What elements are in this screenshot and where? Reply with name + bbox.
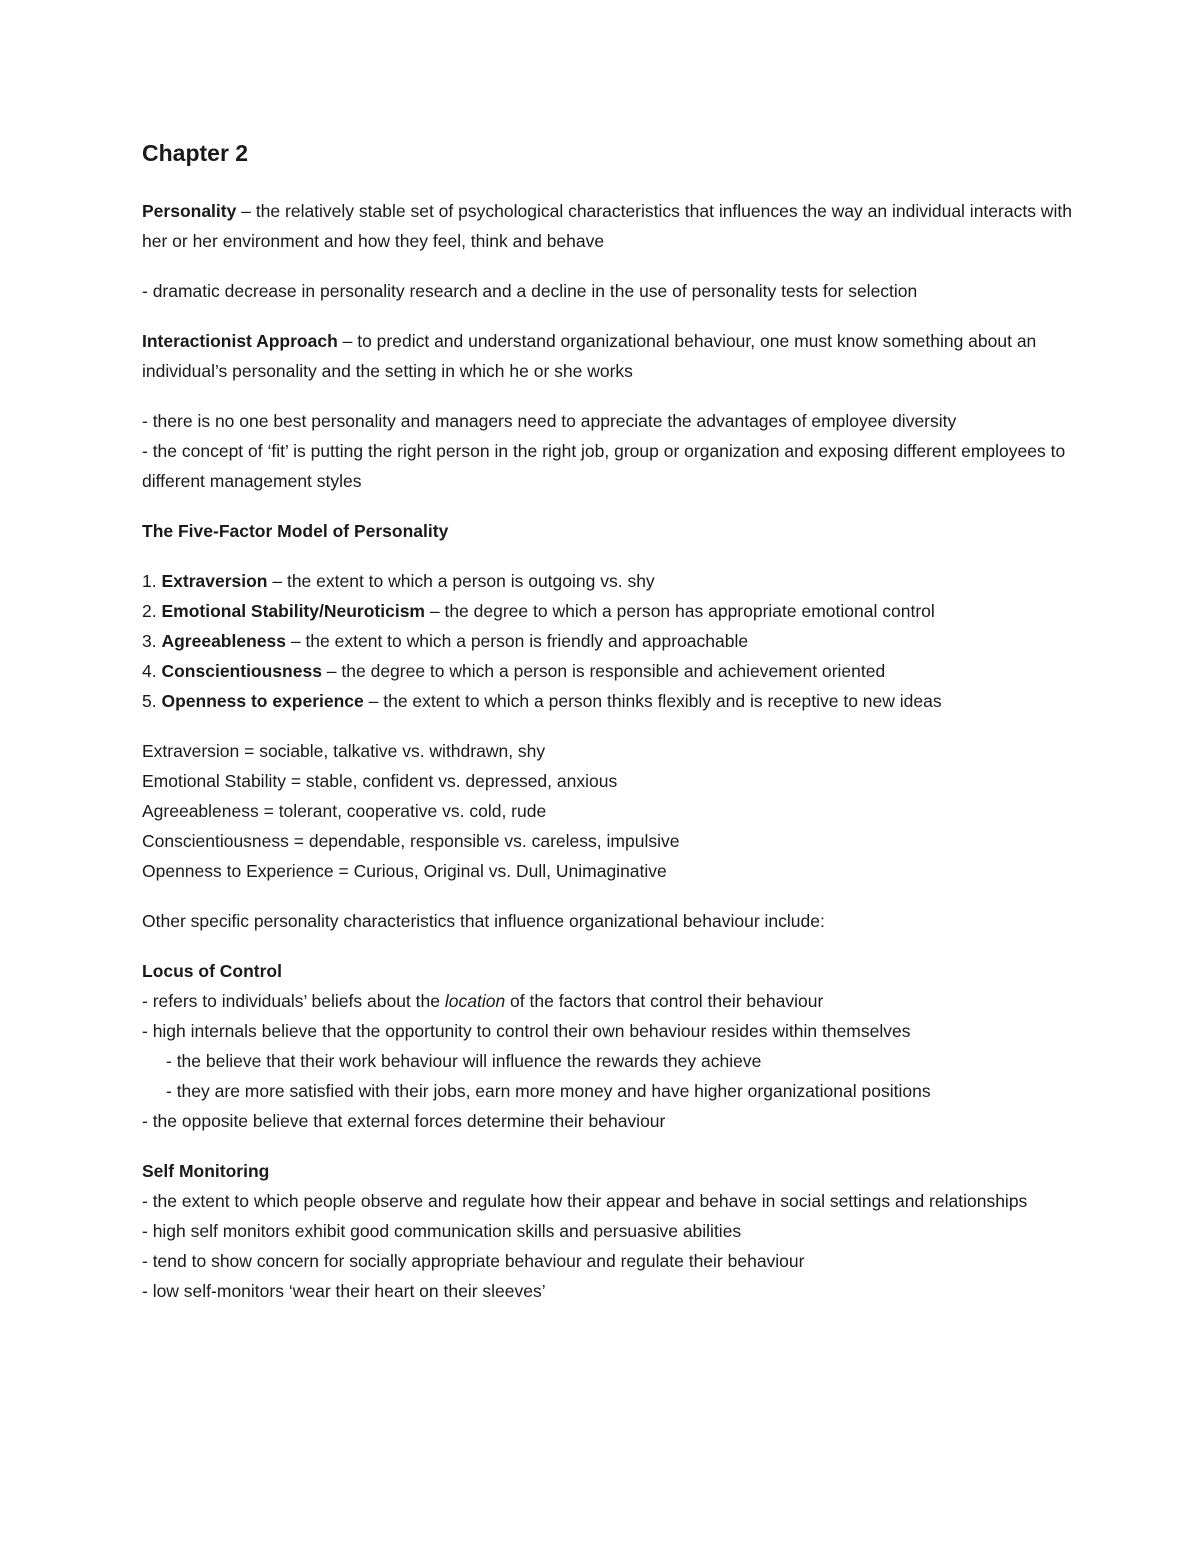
self-monitoring-heading: Self Monitoring [142,1160,270,1181]
trait-line: Openness to Experience = Curious, Original vs. Dull, Unimaginative [142,860,667,881]
five-factor-heading [142,516,1082,546]
personality-note: - dramatic decrease in personality research and a decline in the use of personality tests for selection [142,280,918,301]
interactionist-note: - there is no one best personality and managers need to appreciate the advantages of employee diversity [142,410,957,431]
locus-line: - high internals believe that the opportunity to control their own behaviour resides within themselves [142,1020,911,1041]
list-item-desc: – the extent to which a person is friendly and approachable [285,630,749,651]
interactionist-term: Interactionist Approach [142,330,338,351]
list-item [142,656,1082,686]
list-item-number: 5. [142,690,162,711]
interactionist-note: - the concept of ‘fit’ is putting the right person in the right job, group or organization and exposing different employees to different management styles [142,440,1066,491]
locus-line-emphasis: location [444,990,506,1011]
list-item [142,596,1082,626]
interactionist-definition-text: – to predict and understand organizational behaviour, one must know something about an individual’s personality and the setting in which he or she works [142,330,1037,381]
list-item-desc: – the degree to which a person is responsible and achievement oriented [321,660,886,681]
list-item-number: 2. [142,600,162,621]
trait-line: Conscientiousness = dependable, responsible vs. careless, impulsive [142,830,680,851]
list-item-desc: – the extent to which a person thinks flexibly and is receptive to new ideas [363,690,942,711]
interactionist-definition [142,326,1082,386]
self-monitoring-line: - tend to show concern for socially appropriate behaviour and regulate their behaviour [142,1250,805,1271]
list-item-term: Extraversion [161,570,268,591]
interactionist-notes [142,406,1082,496]
locus-subline: - the believe that their work behaviour will influence the rewards they achieve [166,1050,762,1071]
list-item-number: 4. [142,660,162,681]
locus-of-control-heading: Locus of Control [142,960,282,981]
personality-definition-text: – the relatively stable set of psychological characteristics that influences the way an individual interacts with her or her environment and how they feel, think and behave [142,200,1072,251]
list-item-number: 3. [142,630,162,651]
locus-line: - the opposite believe that external forces determine their behaviour [142,1110,666,1131]
list-item [142,686,1082,716]
list-item-term: Agreeableness [161,630,286,651]
five-factor-heading-text: The Five-Factor Model of Personality [142,520,449,541]
locus-subline: - they are more satisfied with their jobs, earn more money and have higher organizational positions [166,1080,931,1101]
list-item-number: 1. [142,570,162,591]
self-monitoring-line: - the extent to which people observe and regulate how their appear and behave in social settings and relationships [142,1190,1028,1211]
personality-definition [142,196,1082,256]
list-item [142,626,1082,656]
trait-list [142,736,1082,886]
locus-line [142,986,1082,1016]
locus-of-control-section [142,956,1082,1136]
trait-line: Agreeableness = tolerant, cooperative vs. cold, rude [142,800,547,821]
self-monitoring-section [142,1156,1082,1306]
locus-line-text: of the factors that control their behaviour [505,990,824,1011]
chapter-title: Chapter 2 [142,140,249,166]
trait-line: Extraversion = sociable, talkative vs. withdrawn, shy [142,740,546,761]
list-item-term: Emotional Stability/Neuroticism [161,600,425,621]
list-item-term: Openness to experience [161,690,364,711]
list-item-term: Conscientiousness [161,660,322,681]
self-monitoring-line: - high self monitors exhibit good communication skills and persuasive abilities [142,1220,742,1241]
list-item-desc: – the extent to which a person is outgoing vs. shy [267,570,655,591]
trait-line: Emotional Stability = stable, confident vs. depressed, anxious [142,770,618,791]
self-monitoring-line: - low self-monitors ‘wear their heart on their sleeves’ [142,1280,546,1301]
locus-line-text: - refers to individuals’ beliefs about the [142,990,445,1011]
document-page [142,140,1082,1326]
other-characteristics-intro: Other specific personality characteristics that influence organizational behaviour include: [142,910,825,931]
five-factor-list [142,566,1082,716]
list-item-desc: – the degree to which a person has appropriate emotional control [425,600,935,621]
list-item [142,566,1082,596]
personality-term: Personality [142,200,237,221]
